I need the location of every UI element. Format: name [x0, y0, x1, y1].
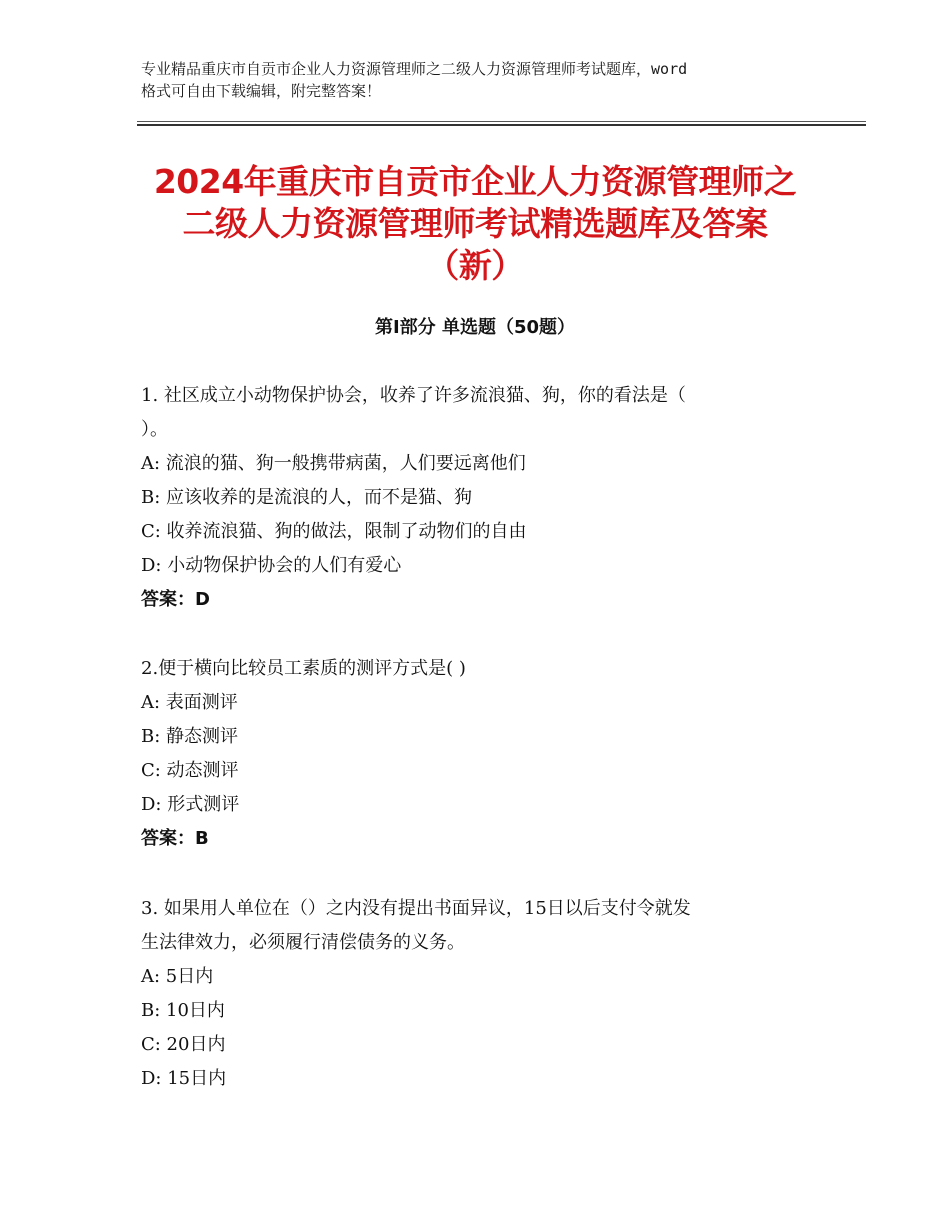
option-b: B: 应该收养的是流浪的人，而不是猫、狗	[141, 487, 473, 508]
option-c: C: 动态测评	[141, 760, 239, 781]
header-note	[141, 58, 831, 102]
option-b: B: 10日内	[141, 1000, 225, 1021]
answer: 答案：D	[141, 589, 210, 610]
option-d: D: 15日内	[141, 1068, 227, 1089]
option-a: A: 流浪的猫、狗一般携带病菌，人们要远离他们	[141, 453, 526, 474]
question-stem: 2.便于横向比较员工素质的测评方式是( )	[141, 658, 466, 679]
section-heading: 第Ⅰ部分 单选题（50题）	[374, 317, 575, 338]
question-stem-continued: ）。	[141, 419, 168, 440]
title-line-2: 二级人力资源管理师考试精选题库及答案	[182, 204, 768, 243]
option-c: C: 收养流浪猫、狗的做法，限制了动物们的自由	[141, 521, 527, 542]
header-note-line-2: 格式可自由下载编辑，附完整答案！	[141, 82, 382, 100]
option-b: B: 静态测评	[141, 726, 239, 747]
title-line-1: 2024年重庆市自贡市企业人力资源管理师之	[153, 162, 797, 201]
option-a: A: 表面测评	[141, 692, 238, 713]
question-3	[141, 892, 831, 1096]
question-2	[141, 652, 831, 856]
header-divider-thin	[137, 121, 866, 122]
header-divider-thick	[137, 124, 866, 126]
answer: 答案：B	[141, 828, 209, 849]
option-d: D: 形式测评	[141, 794, 240, 815]
option-c: C: 20日内	[141, 1034, 226, 1055]
option-d: D: 小动物保护协会的人们有爱心	[141, 555, 402, 576]
question-stem: 3. 如果用人单位在（）之内没有提出书面异议，15日以后支付令就发	[141, 898, 691, 919]
title-line-3: （新）	[426, 246, 524, 285]
question-stem-continued: 生法律效力，必须履行清偿债务的义务。	[141, 932, 465, 953]
document-title	[100, 161, 850, 287]
question-stem: 1. 社区成立小动物保护协会，收养了许多流浪猫、狗，你的看法是（	[141, 385, 686, 406]
header-note-line-1: 专业精品重庆市自贡市企业人力资源管理师之二级人力资源管理师考试题库，word	[141, 60, 688, 78]
option-a: A: 5日内	[141, 966, 214, 987]
question-1	[141, 379, 831, 617]
